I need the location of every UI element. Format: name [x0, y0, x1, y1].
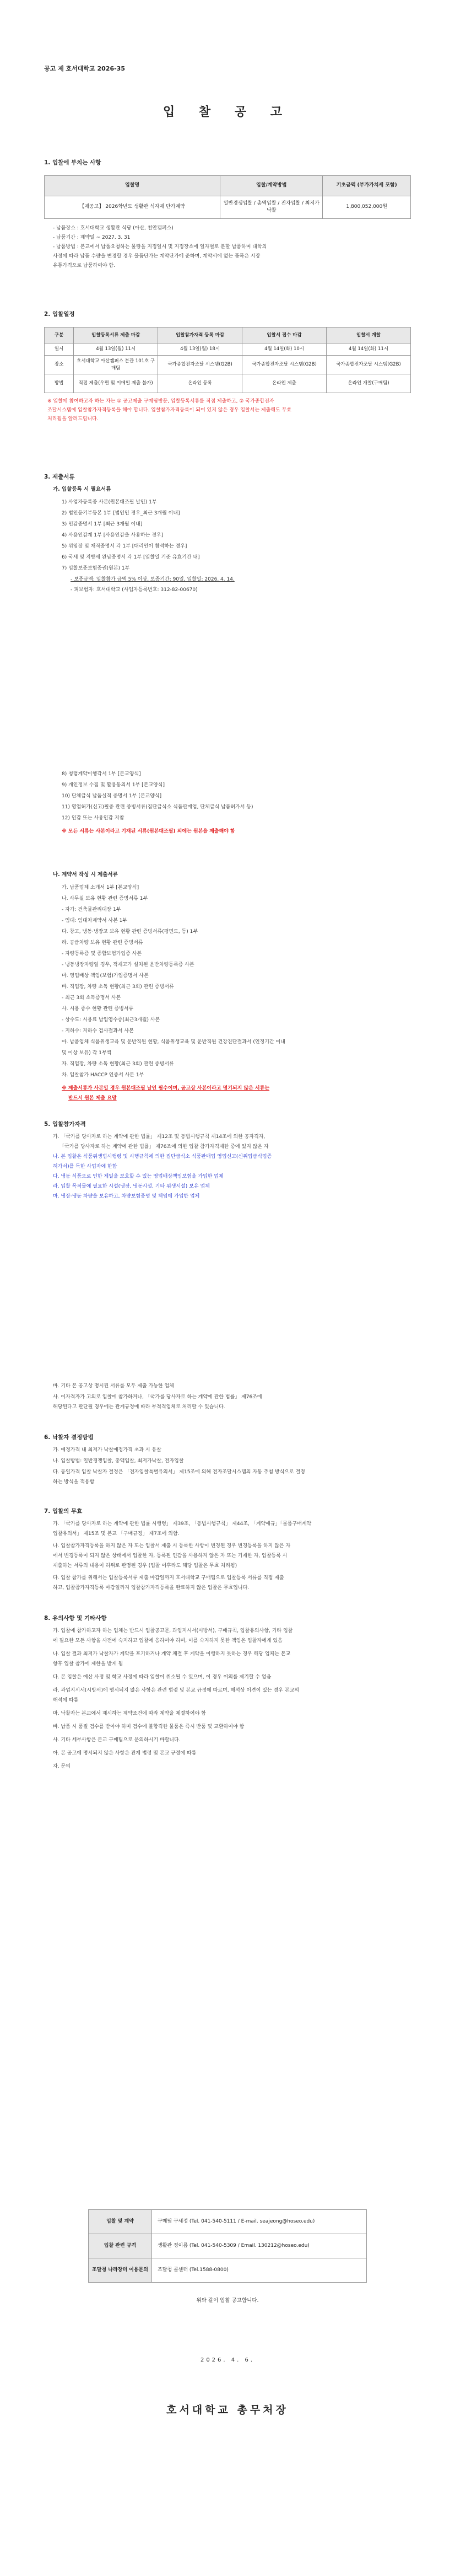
- list-item: 바. 직업장, 차량 소독 현황(최근 3회) 관련 증빙서류: [62, 984, 174, 990]
- table-cell: 국가종합전자조달 시스템(G2B): [242, 356, 327, 374]
- table-header: 입찰등록서류 제출 마감: [74, 328, 158, 344]
- list-item: 에 필요한 모든 사항을 사전에 숙지하고 입찰에 응하여야 하며, 이를 숙지하지 못한 책임은 입찰자에게 있음: [53, 1638, 283, 1644]
- submission-note: 반드시 원본 제출 요망: [68, 1096, 117, 1101]
- contact-value: 생활관 정이름 (Tel. 041-540-5309 / Email. 130212@hoseo.edu): [152, 2234, 367, 2258]
- table-cell: 일시: [45, 344, 74, 356]
- bid-amount-cell: 1,800,052,000원: [323, 196, 411, 219]
- list-item: 다. 창고, 냉동·냉장고 보유 현황 관련 증빙서류(평면도, 등) 1부: [62, 929, 198, 935]
- announcement-date: 2026. 4. 6.: [200, 2357, 255, 2363]
- list-item: 마. 영업배상 책임(보험)가입증명서 사본: [62, 973, 149, 979]
- list-item: 가. 납품업체 소개서 1부 [본교양식]: [62, 885, 139, 890]
- table-cell: 4월 14일(화) 10시: [242, 344, 327, 356]
- list-item: 2) 법인등기부등본 1부 [법인인 경우_최근 3개월 이내]: [62, 511, 180, 516]
- list-item: 10) 단체급식 납품실적 증명서 1부 [본교양식]: [62, 793, 162, 799]
- list-item: 8) 청렴계약이행각서 1부 [본교양식]: [62, 771, 141, 777]
- table-cell: 온라인 개찰(구매팀): [327, 374, 411, 393]
- contact-label: 조달청 나라장터 이용문의: [89, 2258, 152, 2283]
- list-item: 라. 입찰 목적물에 필요한 시설(냉장, 냉동시설, 기타 위생시설) 보유 업체: [53, 1184, 210, 1189]
- section-8-heading: 8. 유의사항 및 기타사항: [44, 1615, 107, 1622]
- list-item: 다. 냉동 식품으로 인한 제일을 보호할 수 있는 영업배상책임보험을 가입한 업체: [53, 1174, 224, 1179]
- list-item: - 자량등록증 및 종합보험가입증 사본: [62, 951, 142, 957]
- list-item: 1) 사업자등록증 사본(원본대조필 날인) 1부: [62, 500, 157, 505]
- list-item: 사정에 따라 납품 수량을 변경할 경우 물품단가는 계약단가에 준하며, 계약서에 없는 품목은 시장: [53, 254, 261, 259]
- list-item: 아. 본 공고에 명시되지 않은 사항은 관계 법령 및 본교 규정에 따름: [53, 1751, 197, 1756]
- bid-name-cell: 【재공고】 2026학년도 생활관 식자재 단가계약: [45, 196, 220, 219]
- table-header: 기초금액 (부가가치세 포함): [323, 176, 411, 196]
- issuer-signature: 호서대학교 총무처장: [166, 2404, 289, 2416]
- list-item: 사. 이자격자가 고의로 입찰에 참가하거나, 「국가를 당사자로 하는 계약에 관한 법률」 제76조에: [53, 1394, 262, 1400]
- page-title: 입 찰 공 고: [163, 105, 292, 119]
- list-item: 11) 영업허가(신고)필증 관련 증빙서류(집단급식소 식품판매업, 단체급식 납품허가서 등): [62, 804, 253, 810]
- list-item: 7) 입찰보증보험증권(원본) 1부: [62, 566, 130, 571]
- list-item: 허가서)를 득한 사업자에 한함: [53, 1164, 117, 1169]
- list-item: - 납품장소 : 호서대학교 생활관 식당 (아산, 천안캠퍼스): [53, 226, 174, 231]
- list-item: 가. 예정가격 내 최저가 낙찰예정가격 초과 시 유찰: [53, 1447, 161, 1453]
- section-6-heading: 6. 낙찰자 결정방법: [44, 1434, 94, 1441]
- closing-statement: 위와 같이 입찰 공고합니다.: [196, 2298, 259, 2304]
- list-item: 바. 기타 본 공고상 명시된 서류를 모두 제출 가능한 업체: [53, 1383, 174, 1389]
- list-item: 가. 「국가를 당사자로 하는 계약에 관한 법률 시행령」 제39조, 「동법시행규칙」 제44조, 「계약예규」「물품구매계약: [53, 1521, 312, 1527]
- announcement-number: 공고 제 호서대학교 2026-35: [44, 65, 125, 72]
- table-cell: 4월 13일(월) 18시: [158, 344, 242, 356]
- list-item: 차. 입찰참가 HACCP 인증서 사본 1부: [62, 1072, 144, 1078]
- table-header: 입찰/계약방법: [220, 176, 323, 196]
- contact-table: [88, 2209, 367, 2283]
- contact-label: 입찰 관련 규격: [89, 2234, 152, 2258]
- contact-value: 조달청 콜센터 (Tel.1588-0800): [152, 2258, 367, 2283]
- list-item: 자. 문의: [53, 1764, 71, 1769]
- list-item: 마. 낙찰자는 본교에서 제시하는 계약조건에 따라 계약을 체결하여야 함: [53, 1711, 206, 1716]
- bid-method-cell: 일반경쟁입찰 / 총액입찰 / 전자입찰 / 최저가낙찰: [220, 196, 323, 219]
- list-item: - 자가: 건축물관리대장 1부: [62, 907, 121, 913]
- list-item: - 임대: 임대차계약서 사본 1부: [62, 918, 128, 924]
- list-item: 마. 냉장·냉동 차량을 보유하고, 차량보험증명 및 책임에 가입한 업체: [53, 1194, 200, 1199]
- list-item: 4) 사용인감계 1부 [사용인감을 사용하는 경우]: [62, 533, 164, 538]
- table-header: 입찰참가자격 등록 마감: [158, 328, 242, 344]
- section-1-heading: 1. 입찰에 부치는 사항: [44, 159, 101, 166]
- subsection-heading: 가. 입찰등록 시 필요서류: [53, 486, 111, 492]
- list-item: 라. 공급차량 보유 현황 관련 증빙서류: [62, 940, 143, 946]
- list-item: - 최근 3회 소독증명서 사본: [62, 995, 121, 1001]
- list-item: 다. 본 입찰은 예산 사정 및 학교 사정에 따라 입찰이 취소될 수 있으며, 이 경우 이의를 제기할 수 없음: [53, 1675, 272, 1680]
- list-item: 3) 인감증명서 1부 [최근 3개월 이내]: [62, 522, 143, 527]
- table-header: 입찰서 접수 마감: [242, 328, 327, 344]
- contact-label: 입찰 및 계약: [89, 2210, 152, 2234]
- list-item: 라. 과업지시서(시방서)에 명시되지 않은 사항은 관련 법령 및 본교 규정에 따르며, 해석상 이견이 있는 경우 본교의: [53, 1688, 299, 1693]
- list-item: - 납품기간 : 계약일 ~ 2027. 3. 31: [53, 235, 131, 240]
- subsection-heading: 나. 계약서 작성 시 제출서류: [53, 872, 118, 878]
- list-item: 6) 국세 및 지방세 완납증명서 각 1부 [입찰일 기준 유효기간 내]: [62, 555, 200, 560]
- list-item: 다. 입찰 참가를 위해서는 입찰등록서류 제출 마감일까지 호서대학교 구매팀으로 입찰등록 서류를 직접 제출: [53, 1575, 284, 1581]
- list-item: 나. 본 입찰은 식품위생법시행령 및 시행규칙에 의한 집단급식소 식품판매업 영업신고(신위업급식업종: [53, 1154, 272, 1160]
- list-item: 아. 납품업체 식품위생교육 및 운반직원 현황, 식품위생교육 및 운반직원 건강진단결과서 (인정기간 이내: [62, 1039, 285, 1045]
- list-item: 에서 변경등록이 되지 않은 상태에서 입찰한 자, 등록된 인감을 사용하지 않은 자 또는 기재한 자, 입찰등록 시: [53, 1553, 288, 1559]
- list-item: 나. 사무실 보유 현황 관련 증빙서류 1부: [62, 896, 148, 901]
- list-item: 유통가격으로 납품하여야 함.: [53, 263, 115, 269]
- schedule-note: ※ 입찰에 참여하고자 하는 자는 ① 공고제출 구매팀방문, 입찰등록서류를 직접 제출하고, ② 국가종합전자: [47, 399, 274, 404]
- list-item: 하는 방식을 적용함: [53, 1479, 95, 1485]
- submission-note: ※ 제출서류가 사본일 경우 원본대조필 날인 필수이며, 공고상 사본이라고 명기되지 않은 서류는: [62, 1086, 270, 1091]
- list-item: 가. 「국가를 당사자로 하는 계약에 관한 법률」 제12조 및 동법시행규칙 제14조에 의한 공자격자,: [53, 1134, 266, 1140]
- list-item: 해석에 따름: [53, 1698, 79, 1703]
- list-item: - 상수도: 시용료 납입영수증(최근3개월) 사본: [62, 1017, 160, 1023]
- bid-item-table: [44, 175, 411, 219]
- table-cell: 방법: [45, 374, 74, 393]
- list-item: 해당된다고 판단될 경우에는 관계규정에 따라 부적격업체로 처리할 수 있습니다.: [53, 1404, 225, 1410]
- section-7-heading: 7. 입찰의 무효: [44, 1508, 83, 1515]
- list-item: - 냉동냉장자량일 경우, 적재고가 설치된 운반차량등록증 사본: [62, 962, 194, 968]
- list-item: 9) 개인정보 수집 및 활용동의서 1부 [본교양식]: [62, 782, 165, 788]
- list-item: 나. 입찰방법: 일반경쟁입찰, 총액입찰, 최저가낙찰, 전자입찰: [53, 1458, 184, 1464]
- section-2-heading: 2. 입찰일정: [44, 311, 75, 318]
- list-item: 나. 입찰 결과 최저가 낙찰자가 계약을 포기하거나 계약 체결 후 계약을 이행하지 못하는 경우 해당 업체는 본교: [53, 1651, 291, 1657]
- bond-detail: - 보증금액: 입찰참가 금액 5% 이상, 보증기간: 90일, 입찰일: 2026. 4. 14.: [71, 577, 235, 582]
- list-item: 사. 기타 세부사항은 본교 구매팀으로 문의하시기 바랍니다.: [53, 1737, 181, 1743]
- table-header: 입찰서 개찰: [327, 328, 411, 344]
- list-item: 사. 시용 종수 현황 관련 증빙서류: [62, 1006, 134, 1012]
- contact-value: 구매팀 구세정 (Tel. 041-540-5111 / E-mail. seajeong@hoseo.edu): [152, 2210, 367, 2234]
- section-5-heading: 5. 입찰참가자격: [44, 1121, 86, 1128]
- schedule-note: 처리됨을 알려드립니다.: [47, 416, 99, 422]
- list-item: 5) 위임장 및 재직증명서 각 1부 [대리인이 참석하는 경우]: [62, 544, 187, 549]
- table-cell: 4월 14일(화) 11시: [327, 344, 411, 356]
- list-item: 「국가를 당사자로 하는 계약에 관한 법률」 제76조에 의한 입찰 참가자격제한 중에 있지 않은 자: [59, 1144, 269, 1150]
- list-item: - 지하수: 지하수 검사결과서 사본: [62, 1028, 134, 1034]
- table-cell: 호서대학교 아산캠퍼스 본관 101호 구매팀: [74, 356, 158, 374]
- table-cell: 국가종합전자조달 시스템(G2B): [327, 356, 411, 374]
- submission-note: ※ 모든 서류는 사본이라고 기재된 서류(원본대조필) 외에는 원본을 제출해야 함: [62, 829, 235, 834]
- list-item: - 납품방법 : 본교에서 납품요청하는 물량을 지정일시 및 지정장소에 일자별로 분할 납품하며 대학의: [53, 244, 267, 250]
- list-item: 제출하는 서류의 내용이 허위로 판명된 경우 (입찰 이후라도 해당 입찰은 무효 처리됨): [53, 1563, 237, 1569]
- schedule-note: 조달시스템에 입찰참가자격등록을 해야 합니다. 입찰참가자격등록이 되어 있지 않은 경우 입찰서는 제출해도 무효: [47, 407, 291, 413]
- list-item: 입찰유의서」 제15조 및 본교 「구매규정」 제7조에 의함.: [53, 1531, 180, 1537]
- schedule-table: [44, 327, 411, 393]
- table-cell: 직접 제출(우편 및 이메일 제출 불가): [74, 374, 158, 393]
- list-item: 자. 직업장, 차량 소독 현황(최근 3회) 관련 증빙서류: [62, 1061, 174, 1067]
- table-header: 입찰명: [45, 176, 220, 196]
- table-cell: 장소: [45, 356, 74, 374]
- list-item: 바. 납품 시 품질 검수를 받아야 하며 검수에 불합격한 물품은 즉시 반품 및 교환하여야 함: [53, 1724, 245, 1730]
- list-item: 및 이상 보유) 각 1부씩: [62, 1050, 112, 1056]
- table-cell: 4월 13일(월) 11시: [74, 344, 158, 356]
- list-item: 12) 인감 또는 사용인감 지참: [62, 815, 124, 821]
- list-item: 향후 입찰 참가에 제한을 받게 됨: [53, 1661, 123, 1667]
- list-item: 다. 동일가격 입찰 낙찰자 결정은 「전자입찰특별유의서」 제15조에 의해 전자조달시스템의 자동 추첨 방식으로 결정: [53, 1469, 305, 1475]
- table-header: 구분: [45, 328, 74, 344]
- section-3-heading: 3. 제출서류: [44, 474, 75, 480]
- table-cell: 온라인 제출: [242, 374, 327, 393]
- table-cell: 온라인 등록: [158, 374, 242, 393]
- list-item: 가. 입찰에 참가하고자 하는 업체는 반드시 입찰공고문, 과업지시서(시방서), 구매규칙, 입찰유의사항, 기타 입찰: [53, 1628, 293, 1634]
- list-item: 하고, 입찰참가자격등록 마감일까지 입찰참가자격등록을 완료하지 않은 입찰은 무효입니다.: [53, 1585, 250, 1591]
- bond-detail: - 피보험자: 호서대학교 (사업자등록번호: 312-82-00670): [71, 587, 198, 593]
- list-item: 나. 입찰참가자격등록을 하지 않은 자 또는 입찰서 제출 시 등록한 사항이 변경된 경우 변경등록을 하지 않은 자: [53, 1543, 291, 1549]
- table-cell: 국가종합전자조달 시스템(G2B): [158, 356, 242, 374]
